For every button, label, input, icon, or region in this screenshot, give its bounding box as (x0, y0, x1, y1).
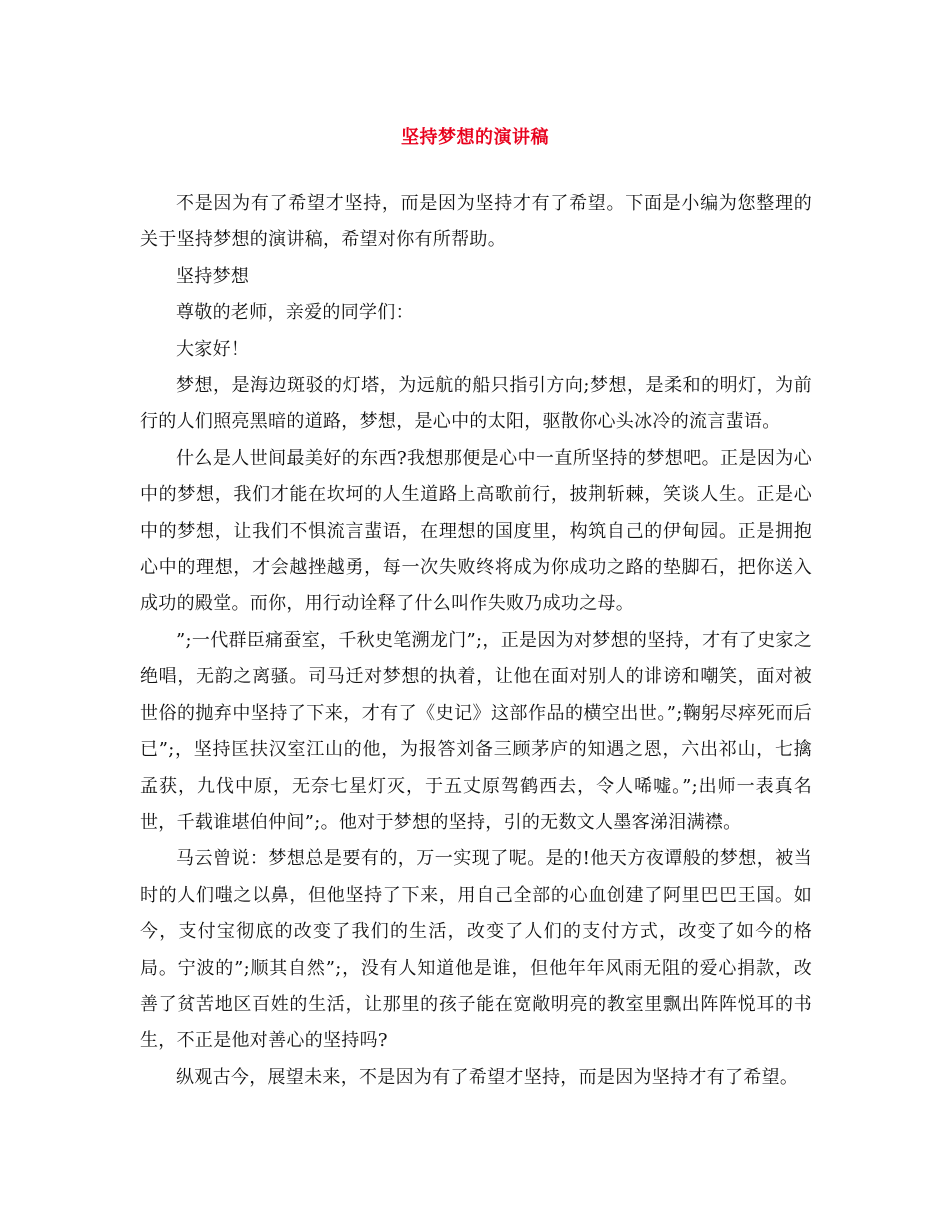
document-title: 坚持梦想的演讲稿 (401, 127, 549, 148)
paragraph-historical-examples: ”;一代群臣痛蚕室，千秋史笔溯龙门”;，正是因为对梦想的坚持，才有了史家之绝唱，无韵之离骚。司马迁对梦想的执着，让他在面对别人的诽谤和嘲笑，面对被世俗的抛弃中坚持了下来，才有了《史记》这部作品的横空出世。”;鞠躬尽瘁死而后已”;，坚持匡扶汉室江山的他，为报答刘备三顾茅庐的知遇之恩，六出祁山，七擒孟获，九伐中原，无奈七星灯灭，于五丈原驾鹤西去，令人唏嘘。”;出师一表真名世，千载谁堪伯仲间”;。他对于梦想的坚持，引的无数文人墨客涕泪满襟。 (140, 629, 812, 833)
paragraph-conclusion: 纵观古今，展望未来，不是因为有了希望才坚持，而是因为坚持才有了希望。 (176, 1066, 799, 1088)
paragraph-intro: 不是因为有了希望才坚持，而是因为坚持才有了希望。下面是小编为您整理的关于坚持梦想的演讲稿，希望对你有所帮助。 (140, 193, 812, 251)
paragraph-jack-ma: 马云曾说：梦想总是要有的，万一实现了呢。是的!他天方夜谭般的梦想，被当时的人们嗤之以鼻，但他坚持了下来，用自己全部的心血创建了阿里巴巴王国。如今，支付宝彻底的改变了我们的生活，改变了人们的支付方式，改变了如今的格局。宁波的”;顺其自然”;，没有人知道他是谁，但他年年风雨无阻的爱心捐款，改善了贫苦地区百姓的生活，让那里的孩子能在宽敞明亮的教室里飘出阵阵悦耳的书生，不正是他对善心的坚持吗? (140, 848, 812, 1052)
paragraph-heading: 坚持梦想 (176, 265, 250, 287)
paragraph-salutation: 尊敬的老师，亲爱的同学们： (176, 302, 414, 324)
paragraph-greeting: 大家好！ (176, 338, 250, 360)
paragraph-dream-metaphor: 梦想，是海边斑驳的灯塔，为远航的船只指引方向;梦想，是柔和的明灯，为前行的人们照亮黑暗的道路，梦想，是心中的太阳，驱散你心头冰冷的流言蜚语。 (140, 375, 812, 433)
document-body (140, 186, 812, 1096)
paragraph-what-is-best: 什么是人世间最美好的东西?我想那便是心中一直所坚持的梦想吧。正是因为心中的梦想，我们才能在坎坷的人生道路上高歌前行，披荆斩棘，笑谈人生。正是心中的梦想，让我们不惧流言蜚语，在理想的国度里，构筑自己的伊甸园。正是拥抱心中的理想，才会越挫越勇，每一次失败终将成为你成功之路的垫脚石，把你送入成功的殿堂。而你，用行动诠释了什么叫作失败乃成功之母。 (140, 447, 812, 615)
